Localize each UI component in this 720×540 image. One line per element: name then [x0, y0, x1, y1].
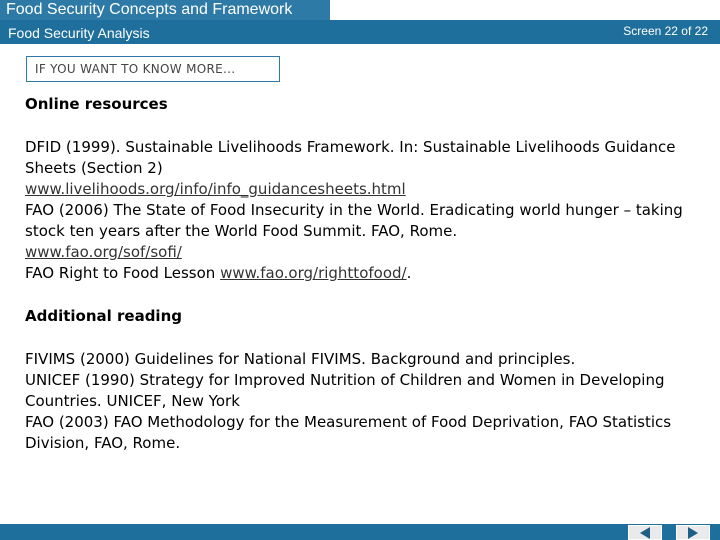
fao-rtf-text: FAO Right to Food Lesson: [25, 264, 221, 282]
module-title: Food Security Analysis: [8, 25, 150, 41]
dfid-text: DFID (1999). Sustainable Livelihoods Framework. In: Sustainable Livelihoods Guidance Sheets (Section 2): [25, 138, 676, 177]
section-label: IF YOU WANT TO KNOW MORE...: [26, 56, 280, 82]
screen-counter: Screen 22 of 22: [623, 24, 708, 38]
fao2006-reference: [25, 200, 695, 263]
dfid-reference: [25, 137, 695, 200]
previous-button[interactable]: [628, 525, 662, 540]
online-resources-heading: Online resources: [25, 95, 168, 113]
reading-item: FIVIMS (2000) Guidelines for National FIVIMS. Background and principles.: [25, 350, 576, 368]
course-title: Food Security Concepts and Framework: [0, 0, 330, 20]
next-button[interactable]: [676, 525, 710, 540]
triangle-left-icon: [640, 527, 650, 539]
module-bar: [0, 20, 720, 44]
content-area: [25, 94, 695, 454]
reading-item: UNICEF (1990) Strategy for Improved Nutrition of Children and Women in Developing Countries. UNICEF, New York: [25, 371, 665, 410]
bottom-bar: [0, 524, 720, 540]
dfid-link[interactable]: www.livelihoods.org/info/info_guidancesheets.html: [25, 180, 406, 198]
fao-rtf-reference: [25, 263, 695, 284]
fao2006-text: FAO (2006) The State of Food Insecurity in the World. Eradicating world hunger – taking stock ten years after the World Food Summit. FAO, Rome.: [25, 201, 683, 240]
fao-rtf-link[interactable]: www.fao.org/righttofood/: [220, 264, 407, 282]
fao2006-link[interactable]: www.fao.org/sof/sofi/: [25, 243, 182, 261]
top-bar: [0, 0, 720, 20]
fao-rtf-suffix: .: [406, 264, 412, 282]
triangle-right-icon: [688, 527, 698, 539]
additional-reading-heading: Additional reading: [25, 307, 182, 325]
reading-item: FAO (2003) FAO Methodology for the Measurement of Food Deprivation, FAO Statistics Division, FAO, Rome.: [25, 413, 672, 452]
